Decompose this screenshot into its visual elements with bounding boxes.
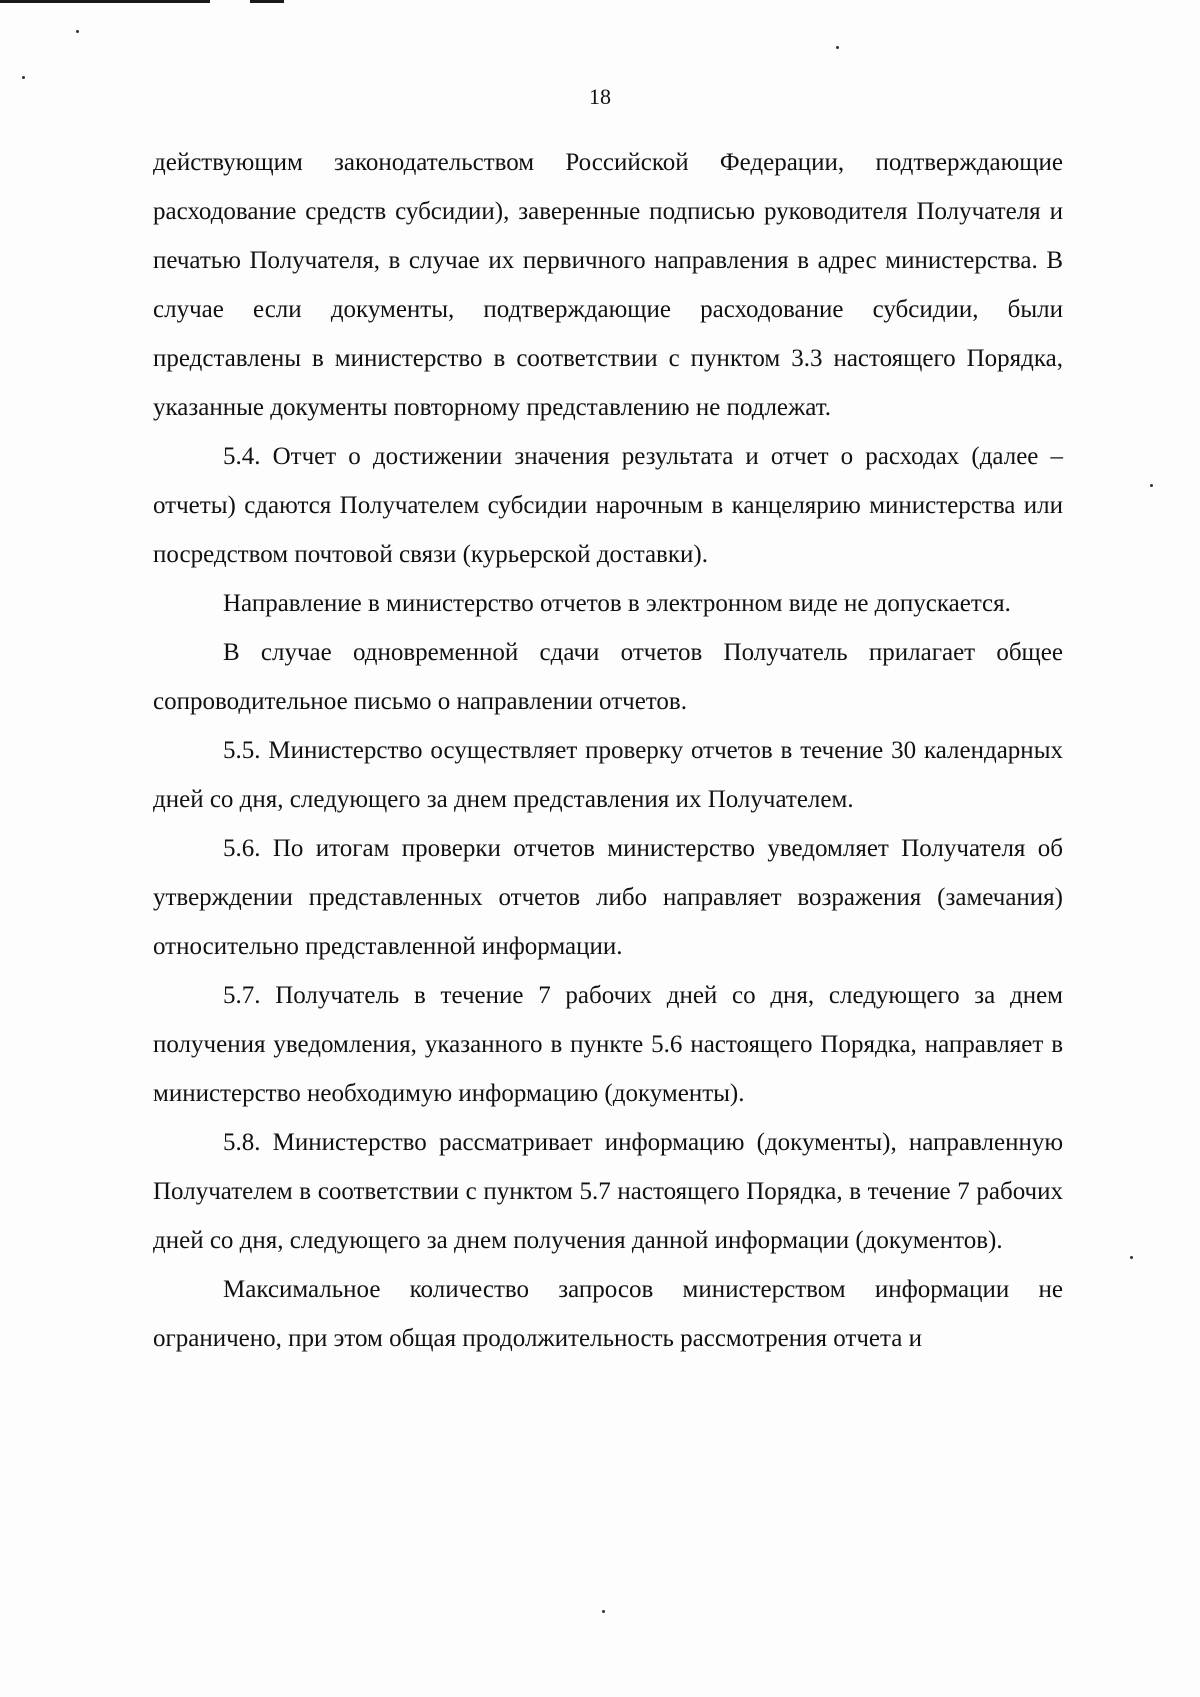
scan-speck xyxy=(22,76,25,79)
document-body xyxy=(153,138,1063,1363)
scan-speck xyxy=(1150,484,1153,487)
paragraph: 5.8. Министерство рассматривает информацию (документы), направленную Получателем в соответствии с пунктом 5.7 настоящего Порядка, в течение 7 рабочих дней со дня, следующего за днем получения данной информации (документов). xyxy=(153,1129,1063,1254)
paragraph: Максимальное количество запросов министерством информации не ограничено, при этом общая продолжительность рассмотрения отчета и xyxy=(153,1276,1063,1352)
scan-edge-mark xyxy=(0,0,210,3)
paragraph: 5.7. Получатель в течение 7 рабочих дней со дня, следующего за днем получения уведомления, указанного в пункте 5.6 настоящего Порядка, направляет в министерство необходимую информацию (документы). xyxy=(153,982,1063,1107)
paragraph: 5.4. Отчет о достижении значения результата и отчет о расходах (далее – отчеты) сдаются Получателем субсидии нарочным в канцелярию министерства или посредством почтовой связи (курьерской доставки). xyxy=(153,443,1063,568)
paragraph: 5.5. Министерство осуществляет проверку отчетов в течение 30 календарных дней со дня, следующего за днем представления их Получателем. xyxy=(153,737,1063,813)
scan-speck xyxy=(76,30,79,33)
scan-speck xyxy=(1130,1256,1133,1259)
scan-edge-mark xyxy=(250,0,284,3)
paragraph: 5.6. По итогам проверки отчетов министерство уведомляет Получателя об утверждении представленных отчетов либо направляет возражения (замечания) относительно представленной информации. xyxy=(153,835,1063,960)
scan-speck xyxy=(602,1610,605,1613)
page-number: 18 xyxy=(589,84,611,109)
paragraph: действующим законодательством Российской Федерации, подтверждающие расходование средств субсидии), заверенные подписью руководителя Получателя и печатью Получателя, в случае их первичного направления в адрес министерства. В случае если документы, подтверждающие расходование субсидии, были представлены в министерство в соответствии с пунктом 3.3 настоящего Порядка, указанные документы повторному представлению не подлежат. xyxy=(153,149,1063,421)
scan-speck xyxy=(836,46,839,49)
paragraph: Направление в министерство отчетов в электронном виде не допускается. xyxy=(223,590,1011,617)
paragraph: В случае одновременной сдачи отчетов Получатель прилагает общее сопроводительное письмо о направлении отчетов. xyxy=(153,639,1063,715)
